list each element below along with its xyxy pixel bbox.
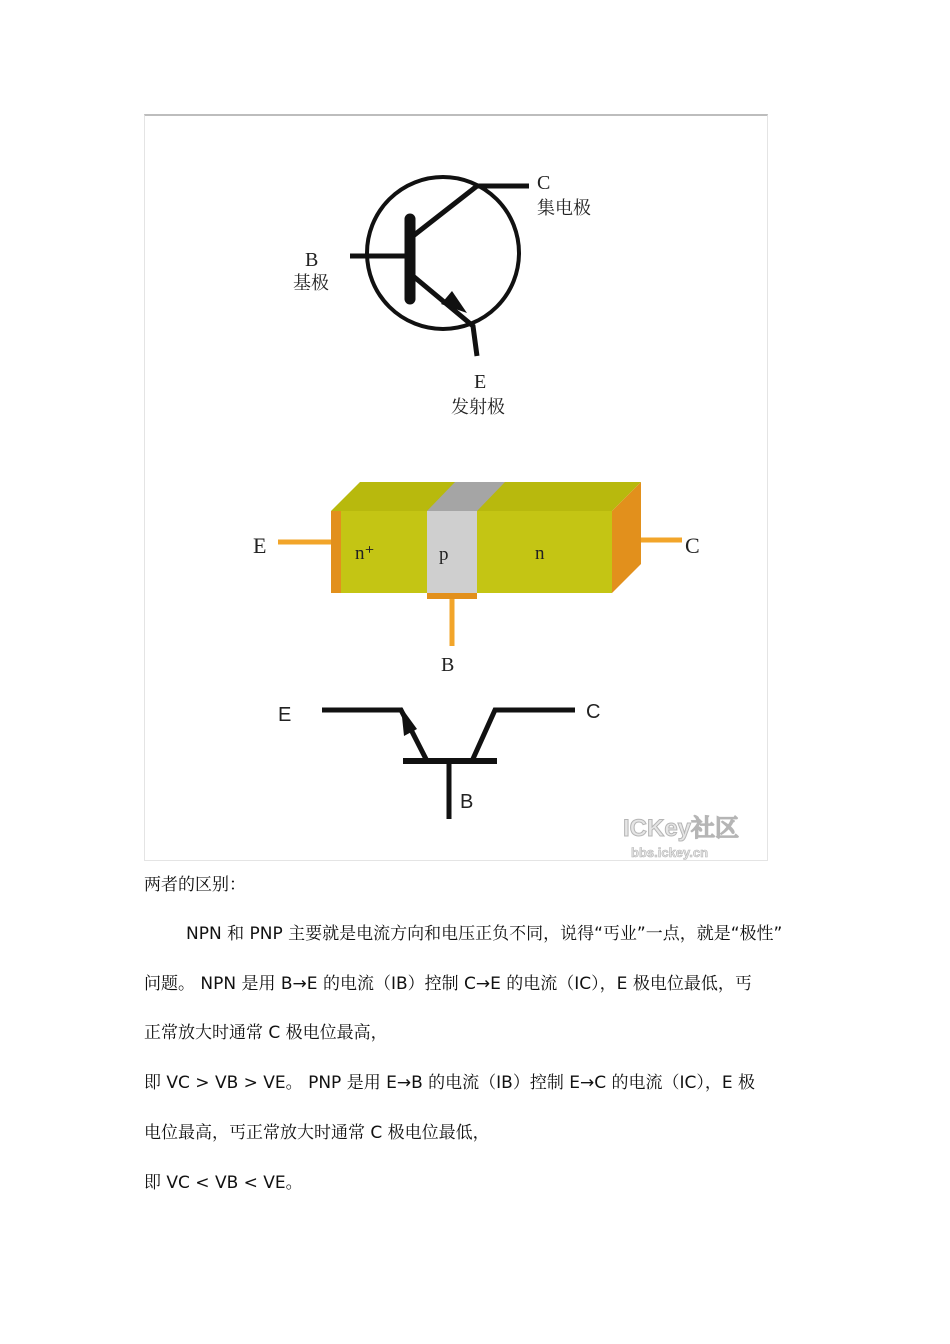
transistor-diagram (145, 116, 769, 863)
symbol-c-letter: C (537, 172, 551, 194)
paragraph-line-4: 即 VC > VB > VE。 PNP 是用 E→B 的电流（IB）控制 E→C 的电流（IC），E 极 (144, 1073, 756, 1093)
npn-structure-block (253, 482, 700, 676)
symbol-c-name: 集电极 (537, 198, 591, 219)
watermark-line1: ICKey社区 (623, 815, 740, 842)
symbol-e-letter: E (474, 371, 487, 393)
structure-c-label: C (685, 533, 700, 558)
simple-b-label: B (460, 791, 474, 813)
symbol-e-name: 发射极 (451, 397, 505, 418)
region-p: p (439, 544, 449, 565)
paragraph-line-1: NPN 和 PNP 主要就是电流方向和电压正负不同，说得“丐业”一点，就是“极性” (186, 924, 783, 944)
region-n: n (535, 543, 545, 564)
symbol-circle (367, 177, 519, 329)
paragraph-line-2: 问题。 NPN 是用 B→E 的电流（IB）控制 C→E 的电流（IC），E 极电位最低，丐 (144, 974, 752, 994)
paragraph-line-3: 正常放大时通常 C 极电位最高， (144, 1023, 388, 1043)
section-heading: 两者的区别： (144, 875, 246, 895)
base-contact (427, 593, 477, 599)
simple-c-label: C (586, 701, 601, 723)
watermark-line2: bbs.ickey.cn (631, 845, 709, 860)
block-left-edge (331, 511, 341, 593)
paragraph-line-6: 即 VC < VB < VE。 (144, 1173, 303, 1193)
symbol-b-name: 基极 (293, 273, 329, 294)
simple-e-label: E (278, 704, 292, 726)
structure-b-label: B (441, 654, 455, 676)
region-n-plus: n⁺ (355, 543, 375, 564)
paragraph-line-5: 电位最高，丐正常放大时通常 C 极电位最低， (144, 1123, 490, 1143)
emitter-lead (413, 276, 477, 356)
p-region (427, 511, 477, 593)
watermark-logo (623, 815, 739, 860)
simple-emitter-lead (322, 710, 427, 761)
npn-symbol (293, 172, 591, 418)
simple-collector-lead (472, 710, 575, 761)
simple-symbol (278, 701, 600, 819)
structure-e-label: E (253, 533, 267, 558)
collector-lead (413, 186, 529, 236)
transistor-figure (144, 114, 768, 861)
symbol-b-letter: B (305, 249, 319, 271)
